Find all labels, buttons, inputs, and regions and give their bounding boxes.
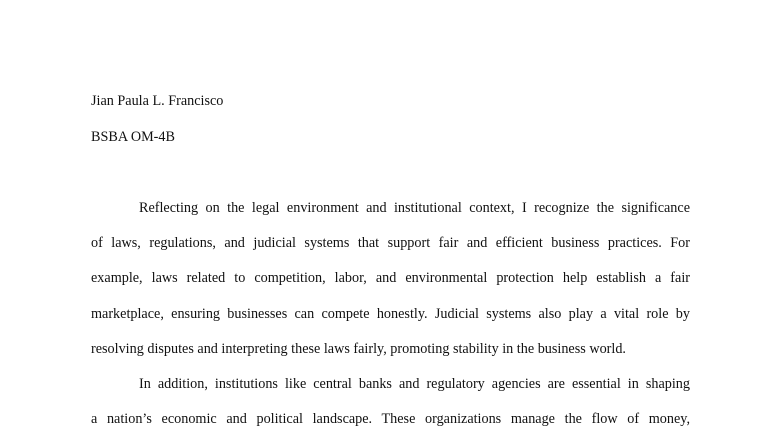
paragraph-line: In addition, institutions like central banks and regulatory agencies are essential in shaping: [139, 376, 690, 392]
paragraph-line: resolving disputes and interpreting these laws fairly, promoting stability in the business world.: [91, 341, 626, 357]
paragraph-line: of laws, regulations, and judicial systems that support fair and efficient business practices. For: [91, 235, 690, 251]
paragraph-line: Reflecting on the legal environment and institutional context, I recognize the significance: [139, 200, 690, 216]
author-course: BSBA OM-4B: [91, 129, 175, 145]
paragraph-line: a nation’s economic and political landscape. These organizations manage the flow of money,: [91, 411, 690, 427]
paragraph-line: example, laws related to competition, labor, and environmental protection help establish a fair: [91, 270, 690, 286]
author-name: Jian Paula L. Francisco: [91, 93, 224, 109]
paragraph-line: marketplace, ensuring businesses can compete honestly. Judicial systems also play a vital role by: [91, 306, 690, 322]
